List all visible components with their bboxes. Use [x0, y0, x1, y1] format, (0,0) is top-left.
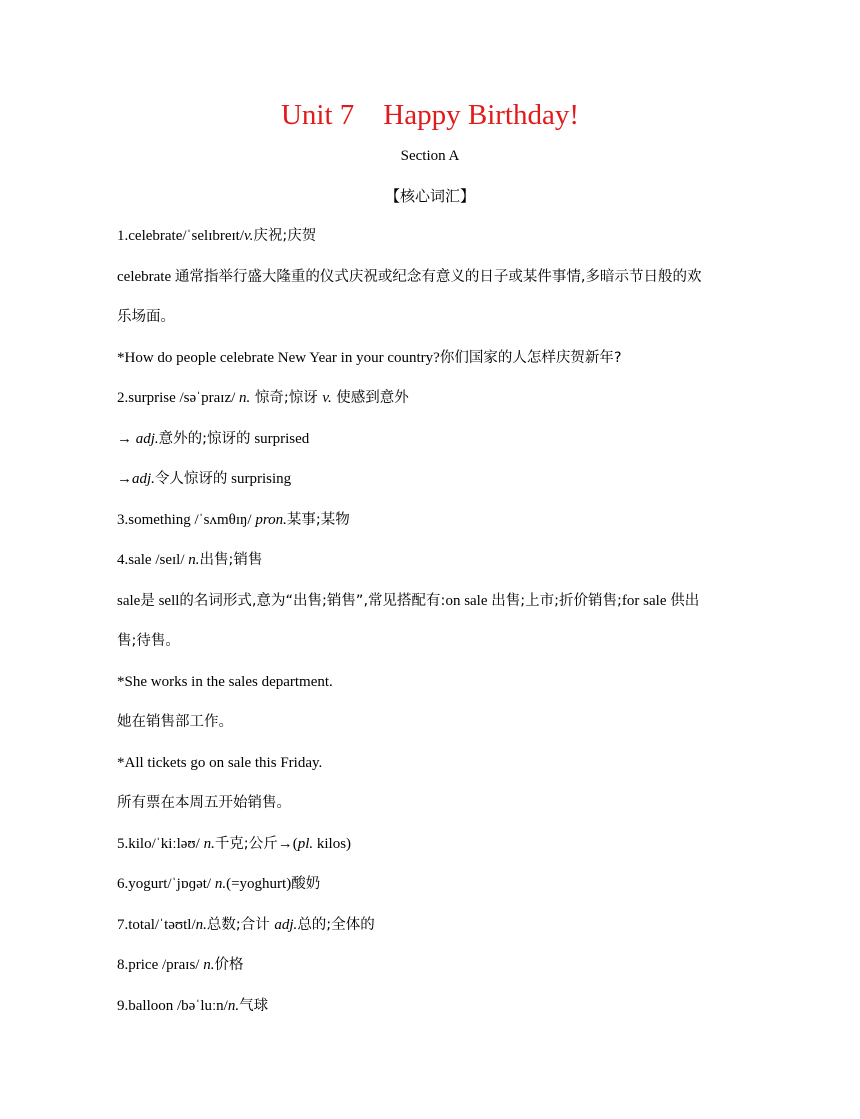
entry-yogurt — [117, 874, 747, 894]
example-en: *She works in the sales department. — [117, 674, 333, 690]
entry-pos: n. — [239, 390, 251, 406]
entry-something — [117, 510, 747, 530]
entry-meaning: 总的;全体的 — [297, 917, 375, 933]
entry-pos: n. — [203, 957, 215, 973]
entry-meaning: 千克;公斤 — [214, 836, 278, 852]
example-zh: 所有票在本周五开始销售。 — [117, 795, 291, 811]
entry-word: 4.sale /seɪl/ — [117, 552, 189, 568]
entry-pos: n. — [195, 917, 207, 933]
entry-meaning: 令人惊讶的 — [154, 471, 228, 487]
entry-word: 5.kilo/ˈkiːləʊ/ — [117, 836, 204, 852]
plural-label: pl. — [297, 836, 314, 852]
entry-pos: adj. — [274, 917, 298, 933]
entry-note — [117, 267, 747, 287]
note-text: 的名词形式,意为“出售;销售”,常见搭配有: — [179, 593, 446, 609]
derivative-word: surprised — [250, 431, 310, 447]
note-word: on sale — [445, 593, 488, 609]
entry-word: 7.total/ˈtəʊtl/ — [117, 917, 196, 933]
example-zh: 她在销售部工作。 — [117, 714, 233, 730]
entry-word: 6.yogurt/ˈjɒɡət/ — [117, 876, 215, 892]
entry-meaning: 酸奶 — [291, 876, 321, 892]
alt-spelling: (=yoghurt) — [226, 876, 292, 892]
entry-word: 9.balloon /bəˈluːn/ — [117, 998, 228, 1014]
entry-note-continued: 乐场面。 — [117, 309, 175, 325]
entry-surprise — [117, 388, 747, 408]
entry-balloon — [117, 996, 747, 1016]
example-zh: 你们国家的人怎样庆贺新年? — [439, 350, 622, 366]
plural-word: kilos) — [313, 836, 352, 852]
note-word: celebrate — [117, 269, 172, 285]
entry-word: 8.price /praɪs/ — [117, 957, 204, 973]
entry-total — [117, 915, 747, 935]
note-text: 是 — [140, 593, 155, 609]
entry-pos: adj. — [135, 431, 159, 447]
arrow-icon: → — [117, 431, 136, 447]
entry-meaning: 使感到意外 — [331, 390, 409, 406]
entry-pos: n. — [227, 998, 240, 1014]
plural-prefix: →( — [277, 836, 298, 852]
entry-meaning: 意外的;惊讶的 — [158, 431, 251, 447]
example-en: *All tickets go on sale this Friday. — [117, 755, 323, 771]
subheading: 【核心词汇】 — [384, 187, 475, 205]
entry-kilo — [117, 834, 747, 854]
entry-sale — [117, 550, 747, 570]
entry-meaning: 某事;某物 — [286, 512, 350, 528]
entry-note — [117, 591, 747, 611]
example-sentence — [117, 348, 747, 368]
section-label: Section A — [400, 148, 460, 164]
note-word: for sale — [621, 593, 667, 609]
entry-pos: n. — [203, 836, 215, 852]
entry-word: 2.surprise /səˈpraɪz/ — [117, 390, 240, 406]
entry-meaning: 总数;合计 — [206, 917, 275, 933]
entry-meaning: 气球 — [239, 998, 269, 1014]
note-text: 出售;上市;折价销售; — [491, 593, 622, 609]
derivative-line — [117, 429, 747, 449]
entry-pos: pron. — [255, 512, 287, 528]
note-text: 通常指举行盛大隆重的仪式庆祝或纪念有意义的日子或某件事情,多暗示节日般的欢 — [174, 269, 702, 285]
entry-price — [117, 955, 747, 975]
entry-pos: v. — [322, 390, 332, 406]
entry-meaning: 出售;销售 — [199, 552, 263, 568]
derivative-word: surprising — [227, 471, 292, 487]
arrow-icon: → — [117, 471, 132, 487]
entry-word: 3.something /ˈsʌmθɪŋ/ — [117, 512, 256, 528]
entry-word: 1.celebrate/ˈselɪbreɪt/ — [117, 228, 245, 244]
entry-pos: n. — [188, 552, 200, 568]
entry-meaning: 庆祝;庆贺 — [253, 228, 317, 244]
note-word: sell — [158, 593, 180, 609]
derivative-line — [117, 469, 747, 489]
entry-celebrate — [117, 226, 747, 246]
page-title: Unit 7 Happy Birthday! — [280, 99, 579, 131]
entry-pos: v. — [244, 228, 254, 244]
note-text: 供出 — [670, 593, 700, 609]
example-en: *How do people celebrate New Year in your country? — [117, 350, 440, 366]
entry-meaning: 惊奇;惊讶 — [250, 390, 323, 406]
entry-note-continued: 售;待售。 — [117, 633, 180, 649]
note-word: sale — [117, 593, 141, 609]
entry-pos: adj. — [132, 471, 155, 487]
entry-meaning: 价格 — [214, 957, 244, 973]
entry-pos: n. — [214, 876, 227, 892]
